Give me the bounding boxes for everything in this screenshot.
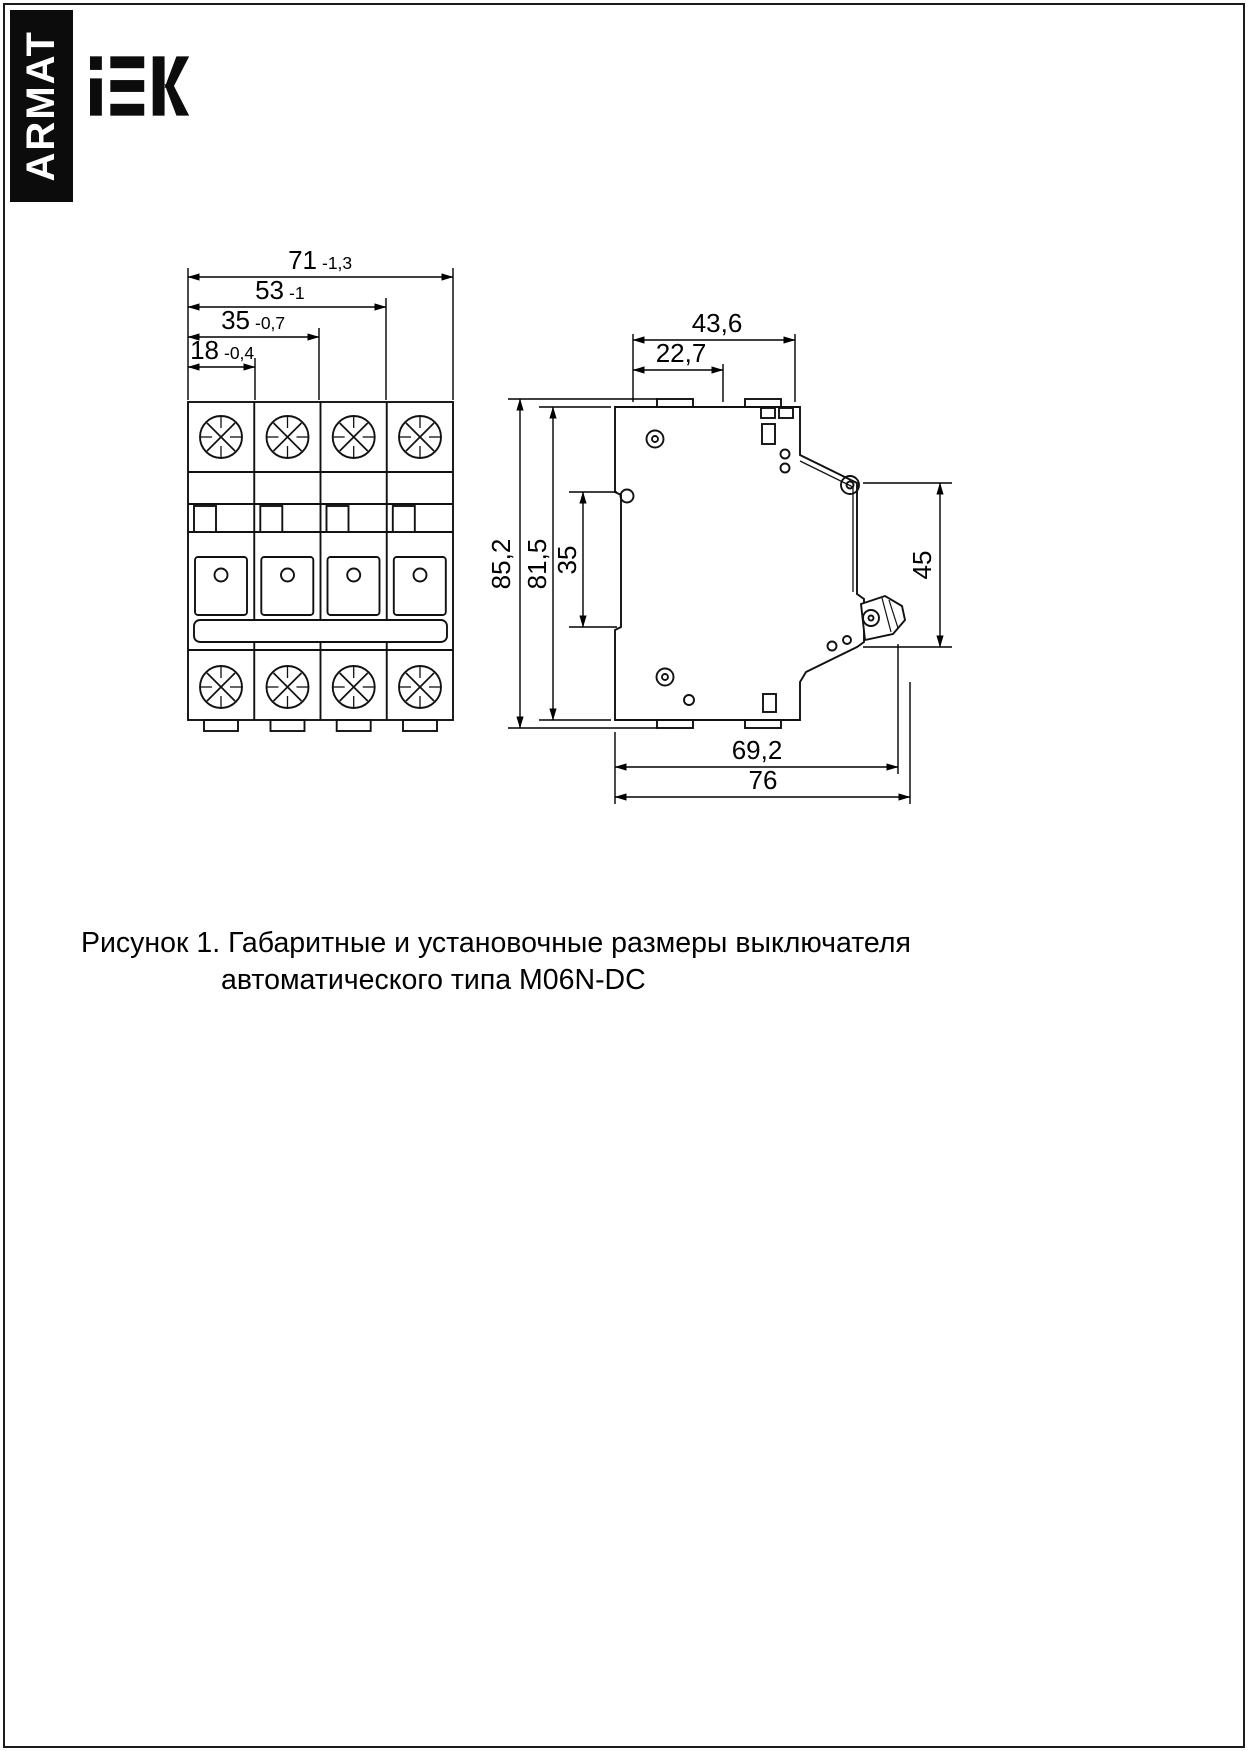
terminal-screw bbox=[267, 666, 309, 708]
marking-window bbox=[394, 557, 446, 615]
foot-tab bbox=[271, 720, 305, 731]
terminal-screw bbox=[200, 666, 242, 708]
foot-tab bbox=[204, 720, 238, 731]
dim-45-label: 45 bbox=[907, 550, 937, 580]
terminal-screw bbox=[333, 416, 375, 458]
document-page bbox=[3, 3, 1245, 1748]
dim-81-5-label: 81,5 bbox=[522, 538, 552, 590]
dim-85-2-label: 85,2 bbox=[486, 538, 516, 590]
iek-logo bbox=[90, 55, 190, 117]
dim-71-label: 71 bbox=[288, 245, 317, 275]
side-view-body bbox=[615, 399, 905, 728]
terminal-screw bbox=[399, 666, 441, 708]
dim-53-label: 53 bbox=[255, 275, 284, 305]
dim-35-tolerance: -0,7 bbox=[255, 313, 286, 333]
front-view-body bbox=[188, 402, 453, 731]
iek-logo-glyphs bbox=[90, 56, 189, 115]
dim-35-label: 35 bbox=[221, 305, 250, 335]
marking-window bbox=[328, 557, 380, 615]
terminal-screw bbox=[200, 416, 242, 458]
dim-18-label: 18 bbox=[190, 335, 219, 365]
logo-i-dot bbox=[90, 56, 102, 70]
logo-e-bar-top bbox=[110, 56, 144, 68]
brand-armat-label: ARMAT bbox=[19, 30, 63, 182]
dim-71-tolerance: -1,3 bbox=[322, 253, 353, 273]
bottom-tab bbox=[745, 720, 781, 728]
toggle-tab bbox=[327, 506, 349, 532]
logo-k-stem bbox=[153, 56, 165, 115]
breaker-side-outline bbox=[615, 407, 864, 720]
dim-43-6-label: 43,6 bbox=[691, 308, 743, 338]
logo-e-bar-mid bbox=[110, 80, 144, 92]
toggle-tab bbox=[393, 506, 415, 532]
logo-e-bar-bottom bbox=[110, 104, 144, 116]
logo-k-upper-arm bbox=[165, 56, 190, 87]
dim-76-label: 76 bbox=[748, 765, 778, 795]
foot-tab bbox=[337, 720, 371, 731]
dim-din-35-label: 35 bbox=[552, 545, 582, 575]
top-tab bbox=[657, 399, 693, 407]
dim-69-2-label: 69,2 bbox=[731, 735, 783, 765]
figure-caption-line2: автоматического типа M06N-DC bbox=[221, 964, 646, 996]
toggle-tab bbox=[260, 506, 282, 532]
dim-18-tolerance: -0,4 bbox=[224, 343, 255, 363]
dim-53-tolerance: -1 bbox=[289, 283, 305, 303]
dim-22-7-label: 22,7 bbox=[655, 338, 707, 368]
handle-tie-bar bbox=[194, 620, 447, 642]
armat-banner bbox=[10, 10, 73, 202]
bottom-tab bbox=[657, 720, 693, 728]
top-tab bbox=[745, 399, 781, 407]
terminal-screw bbox=[267, 416, 309, 458]
toggle-tab bbox=[194, 506, 216, 532]
marking-window bbox=[195, 557, 247, 615]
logo-k-lower-arm bbox=[165, 84, 190, 115]
figure-caption-line1: Рисунок 1. Габаритные и установочные размеры выключателя bbox=[81, 927, 911, 959]
terminal-screw bbox=[399, 416, 441, 458]
terminal-screw bbox=[333, 666, 375, 708]
logo-i-stem bbox=[90, 78, 102, 115]
figure-caption bbox=[5, 925, 911, 999]
marking-window bbox=[261, 557, 313, 615]
technical-drawing bbox=[5, 242, 1248, 822]
foot-tab bbox=[403, 720, 437, 731]
